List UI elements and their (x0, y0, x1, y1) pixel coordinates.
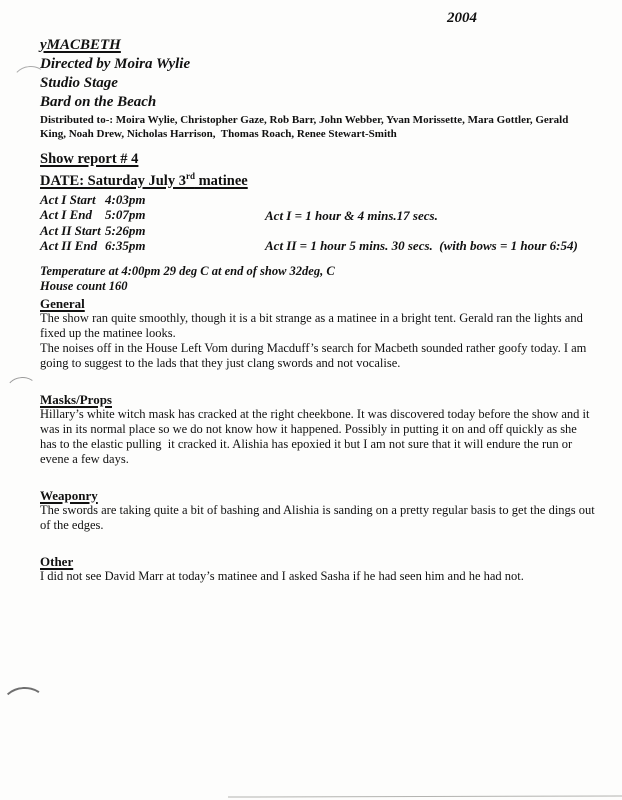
act-time-label: Act I End (40, 207, 93, 223)
date-heading (40, 168, 596, 190)
section-paragraph: Hillary’s white witch mask has cracked at the right cheekbone. It was discovered today before the show and it was in its normal place so we do not know how it happened. Possibly in putting it on and off quickly as she has to the elastic pulling it cracked it. Alishia has epoxied it but I am not sure that it will endure the run or evene a few days. (40, 406, 593, 466)
temperature-line: Temperature at 4:00pm 29 deg C at end of show 32deg, C (40, 263, 335, 278)
director-line: Directed by Moira Wylie (40, 56, 191, 72)
act-time-row (40, 223, 596, 239)
scan-artifact-edge-line (228, 795, 622, 797)
act-timing-block (40, 192, 596, 256)
venue-line: Studio Stage (40, 75, 118, 91)
report-number-heading: Show report # 4 (40, 151, 139, 167)
distribution-list: Distributed to-: Moira Wylie, Christopher Gaze, Rob Barr, John Webber, Yvan Morissette, Mara Gottler, Gerald King, Noah Drew, Nicholas Harrison, Thomas Roach, Renee Stewart-Smith (40, 114, 572, 140)
act-time-label: Act II Start (40, 222, 101, 238)
scan-artifact-arc (5, 375, 40, 405)
section-general (40, 296, 596, 371)
section-paragraph: The show ran quite smoothly, though it is a bit strange as a matinee in a bright tent. Gerald ran the lights and fixed up the matinee looks. (40, 310, 586, 340)
date-prefix: DATE: Saturday July 3 (40, 172, 186, 189)
section-weaponry (40, 488, 596, 533)
act-time-value: 5:26pm (105, 222, 146, 238)
section-paragraph: The noises off in the House Left Vom during Macduff’s search for Macbeth sounded rather goofy today. I am going to suggest to the lads that they just clang swords and not vocalise. (40, 340, 590, 370)
section-heading: General (40, 295, 85, 311)
act-time-value: 6:35pm (105, 238, 146, 254)
report-year: 2004 (447, 10, 477, 26)
document-content (40, 36, 596, 584)
section-paragraph: I did not see David Marr at today’s matinee and I asked Sasha if he had seen him and he had not. (40, 568, 524, 583)
act-time-label: Act I Start (40, 191, 96, 207)
act-time-label: Act II End (40, 238, 98, 254)
act-time-value: 4:03pm (105, 191, 146, 207)
house-count-line: House count 160 (40, 278, 128, 293)
section-heading: Masks/Props (40, 391, 112, 407)
act-time-value: 5:07pm (105, 207, 146, 223)
act-time-row (40, 192, 596, 208)
production-title: yMACBETH (40, 37, 121, 53)
section-masks-props (40, 392, 596, 467)
date-ordinal: rd (185, 171, 195, 181)
section-other (40, 554, 596, 584)
act1-duration: Act I = 1 hour & 4 mins.17 secs. (265, 207, 438, 223)
section-heading: Other (40, 553, 74, 569)
scan-artifact-arc (1, 686, 47, 723)
company-line: Bard on the Beach (40, 94, 157, 110)
date-underlined (40, 173, 248, 189)
section-heading: Weaponry (40, 487, 98, 503)
date-suffix: matinee (194, 172, 248, 189)
section-paragraph: The swords are taking quite a bit of bashing and Alishia is sanding on a pretty regular basis to get the dings out of the edges. (40, 502, 598, 532)
act2-duration: Act II = 1 hour 5 mins. 30 secs. (with bows = 1 hour 6:54) (265, 237, 578, 253)
